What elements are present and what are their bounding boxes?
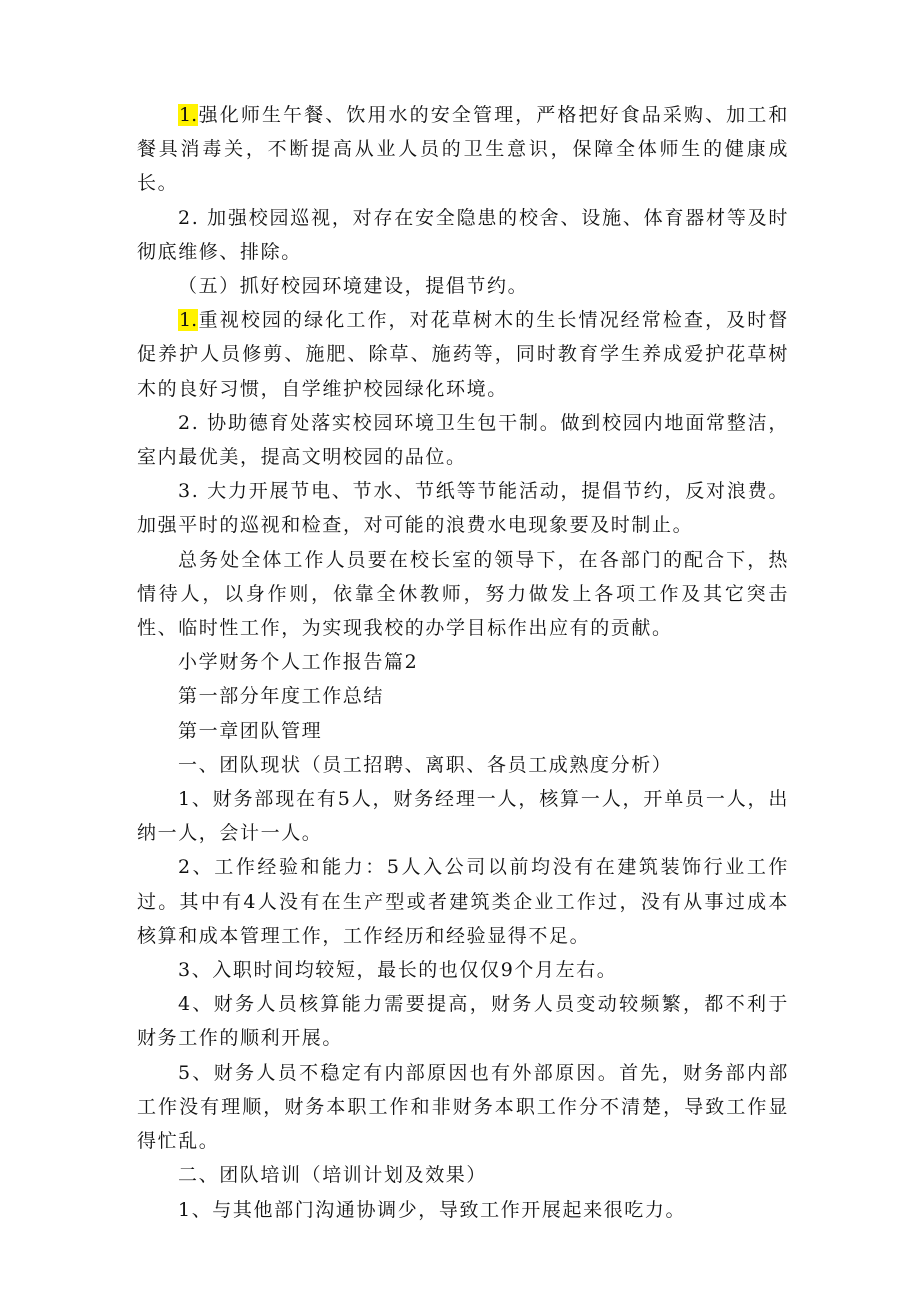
section-heading-5 (137, 269, 789, 303)
paragraph-text: （五）抓好校园环境建设，提倡节约。 (178, 275, 529, 298)
paragraph-text: 2. 加强校园巡视，对存在安全隐患的校舍、设施、体育器材等及时彻底维修、排除。 (137, 206, 789, 263)
paragraph-18 (137, 1193, 789, 1227)
document-body (137, 98, 789, 1227)
paragraph-1 (137, 98, 789, 201)
paragraph-text: 5、财务人员不稳定有内部原因也有外部原因。首先，财务部内部工作没有理顺，财务本职工作和非财务本职工作分不清楚，导致工作显得忙乱。 (137, 1061, 789, 1153)
paragraph-15 (137, 987, 789, 1055)
paragraph-text: 2、工作经验和能力：5人入公司以前均没有在建筑装饰行业工作过。其中有4人没有在生产型或者建筑类企业工作过，没有从事过成本核算和成本管理工作，工作经历和经验显得不足。 (137, 856, 789, 947)
paragraph-13 (137, 850, 789, 953)
paragraph-5 (137, 406, 789, 474)
paragraph-4 (137, 303, 789, 406)
paragraph-14 (137, 953, 789, 987)
paragraph-text: 第一部分年度工作总结 (178, 685, 385, 708)
paragraph-text: 2. 协助德育处落实校园环境卫生包干制。做到校园内地面常整洁，室内最优美，提高文明校园的品位。 (137, 411, 789, 469)
part-heading (137, 679, 789, 713)
paragraph-12 (137, 782, 789, 850)
paragraph-text: 重视校园的绿化工作，对花草树木的生长情况经常检查，及时督促养护人员修剪、施肥、除草、施药等，同时教育学生养成爱护花草树木的良好习惯，自学维护校园绿化环境。 (137, 309, 789, 400)
paragraph-text: 一、团队现状（员工招聘、离职、各员工成熟度分析） (178, 753, 673, 776)
paragraph-16 (137, 1056, 789, 1159)
paragraph-text: 二、团队培训（培训计划及效果） (178, 1164, 488, 1187)
paragraph-text: 小学财务个人工作报告篇2 (178, 651, 419, 674)
highlighted-list-marker: 1. (179, 309, 198, 332)
paragraph-text: 4、财务人员核算能力需要提高，财务人员变动较频繁，都不利于财务工作的顺利开展。 (137, 993, 789, 1050)
paragraph-2 (137, 201, 789, 269)
paragraph-7 (137, 543, 789, 646)
report-title (137, 645, 789, 679)
chapter-heading (137, 714, 789, 748)
paragraph-text: 1、财务部现在有5人，财务经理一人，核算一人，开单员一人，出纳一人，会计一人。 (137, 788, 789, 845)
paragraph-text: 1、与其他部门沟通协调少，导致工作开展起来很吃力。 (178, 1198, 687, 1221)
paragraph-6 (137, 474, 789, 542)
paragraph-text: 第一章团队管理 (178, 719, 323, 742)
paragraph-text: 强化师生午餐、饮用水的安全管理，严格把好食品采购、加工和餐具消毒关，不断提高从业人员的卫生意识，保障全体师生的健康成长。 (137, 104, 789, 195)
section-heading-team-training (137, 1158, 789, 1192)
paragraph-text: 总务处全体工作人员要在校长室的领导下，在各部门的配合下，热情待人，以身作则，依靠全休教师，努力做发上各项工作及其它突击性、临时性工作，为实现我校的办学目标作出应有的贡献。 (137, 548, 789, 640)
highlighted-list-marker: 1. (179, 104, 198, 126)
section-heading-team-status (137, 748, 789, 782)
paragraph-text: 3、入职时间均较短，最长的也仅仅9个月左右。 (178, 959, 618, 982)
paragraph-text: 3. 大力开展节电、节水、节纸等节能活动，提倡节约，反对浪费。加强平时的巡视和检查，对可能的浪费水电现象要及时制止。 (137, 480, 789, 537)
